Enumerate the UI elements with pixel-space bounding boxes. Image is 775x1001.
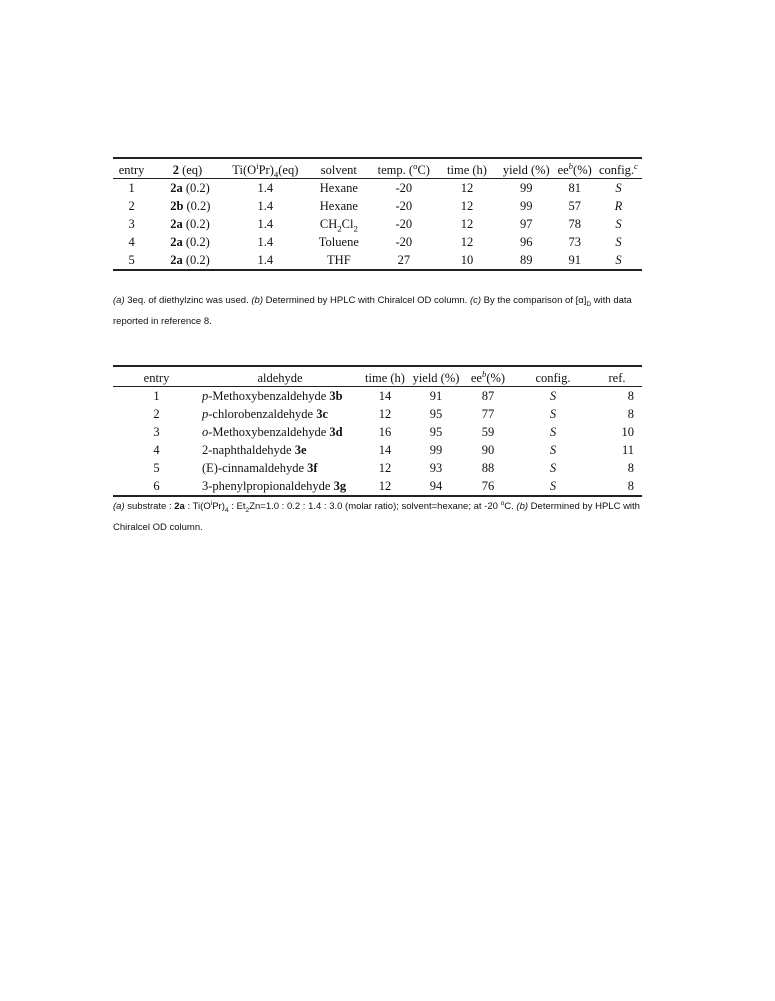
cell-yield: 95: [429, 406, 443, 421]
header-ti: $Ti(O^iPr)_4(eq)$: [225, 158, 306, 179]
cell-ti: 1.4: [257, 180, 274, 195]
cell-ref: 8: [627, 406, 634, 421]
cell-yield: 93: [429, 460, 443, 475]
cell-entry: 3: [128, 216, 135, 231]
cell-ee: 91: [554, 251, 594, 270]
header-aldehyde: aldehyde: [200, 366, 360, 387]
header-entry: entry: [113, 158, 150, 179]
cell-ligand: 2a (0.2): [150, 251, 225, 270]
table-row: [113, 215, 642, 233]
cell-time: 12: [460, 198, 474, 213]
cell-config: S: [549, 388, 557, 403]
table-2-footnote: [113, 496, 713, 538]
table-1-footnote-line-2: reported in reference 8.: [113, 316, 212, 327]
cell-yield: 89: [498, 251, 554, 270]
cell-aldehyde: o-Methoxybenzaldehyde 3d: [202, 424, 343, 439]
cell-ee: 73: [568, 234, 581, 249]
header-ee: $ee^b(\%)$: [462, 366, 514, 387]
cell-ligand: 2a (0.2): [170, 180, 210, 195]
table-row: [113, 423, 642, 441]
cell-time: 12: [378, 406, 392, 421]
cell-ti: 1.4: [257, 198, 274, 213]
cell-temp: -20: [395, 180, 413, 195]
header-config: config.$^c$: [595, 158, 642, 179]
cell-aldehyde: 3-phenylpropionaldehyde 3g: [200, 477, 360, 496]
cell-config: S: [615, 180, 622, 195]
cell-ref: 8: [592, 477, 642, 496]
cell-ti: 1.4: [225, 251, 306, 270]
cell-config: S: [549, 406, 557, 421]
cell-time: 12: [460, 216, 474, 231]
table-row: [113, 477, 642, 496]
cell-yield: 95: [429, 424, 443, 439]
cell-aldehyde: p-chlorobenzaldehyde 3c: [202, 406, 328, 421]
cell-ti: 1.4: [257, 216, 274, 231]
cell-yield: 96: [520, 234, 533, 249]
cell-aldehyde: p-Methoxybenzaldehyde 3b: [202, 388, 343, 403]
cell-solvent: $CH_2Cl_2$: [319, 216, 358, 233]
table-2: [113, 365, 642, 497]
cell-yield: 91: [429, 388, 443, 403]
cell-config: S: [615, 234, 622, 249]
cell-solvent: THF: [306, 251, 372, 270]
cell-yield: 94: [410, 477, 462, 496]
cell-yield: 97: [520, 216, 533, 231]
cell-ee: 90: [481, 442, 495, 457]
table-row: [113, 197, 642, 215]
cell-solvent: Toluene: [318, 234, 359, 249]
cell-entry: 5: [113, 251, 150, 270]
cell-entry: 6: [113, 477, 200, 496]
header-time: time (h): [436, 158, 498, 179]
header-time: time (h): [360, 366, 410, 387]
header-yield: yield (%): [498, 158, 554, 179]
cell-time: 10: [436, 251, 498, 270]
cell-config: S: [595, 251, 642, 270]
cell-time: 14: [378, 442, 392, 457]
cell-time: 16: [378, 424, 392, 439]
cell-ee: 87: [481, 388, 495, 403]
header-temp: temp. ($^o$C): [372, 158, 436, 179]
header-ligand-eq: 2 (eq): [150, 158, 225, 179]
table-row: [113, 405, 642, 423]
cell-ee: 57: [568, 198, 581, 213]
cell-yield: 99: [520, 180, 533, 195]
cell-temp: -20: [395, 234, 413, 249]
cell-ref: 10: [621, 424, 634, 439]
cell-temp: 27: [372, 251, 436, 270]
cell-time: 12: [360, 477, 410, 496]
cell-temp: -20: [395, 198, 413, 213]
cell-entry: 1: [128, 180, 135, 195]
cell-entry: 1: [153, 388, 160, 403]
table-row: [113, 459, 642, 477]
cell-temp: -20: [395, 216, 413, 231]
table-row: [113, 441, 642, 459]
cell-ligand: 2a (0.2): [170, 234, 210, 249]
cell-time: 12: [460, 234, 474, 249]
cell-yield: 99: [429, 442, 443, 457]
cell-entry: 4: [128, 234, 135, 249]
cell-ee: 77: [481, 406, 495, 421]
table-1-footnote: [113, 290, 673, 332]
cell-ti: 1.4: [257, 234, 274, 249]
cell-entry: 2: [128, 198, 135, 213]
cell-ref: 11: [621, 442, 634, 457]
cell-ref: 8: [627, 460, 634, 475]
cell-ee: 88: [481, 460, 495, 475]
table-1: [113, 157, 642, 271]
cell-entry: 5: [153, 460, 160, 475]
header-config: config.: [514, 366, 592, 387]
cell-ee: 78: [568, 216, 581, 231]
table-row: [113, 387, 642, 406]
cell-ee: 59: [481, 424, 495, 439]
cell-ref: 8: [627, 388, 634, 403]
cell-config: S: [615, 216, 622, 231]
table-2-footnote-line-1: (a) substrate : 2a : $Ti(O^iPr)_4$ : $Et_2Zn=1.0$ : 0.2 : 1.4 : 3.0 (molar ratio); solvent=hexane; at -20 $^o$C. (b) Determined by HPLC with: [113, 499, 640, 514]
cell-config: S: [549, 442, 557, 457]
table-2-footnote-line-2: Chiralcel OD column.: [113, 522, 203, 533]
header-ref: ref.: [592, 366, 642, 387]
cell-solvent: Hexane: [319, 198, 358, 213]
cell-aldehyde: 2-naphthaldehyde 3e: [202, 442, 307, 457]
cell-ligand: 2b (0.2): [170, 198, 211, 213]
table-row: [113, 251, 642, 270]
header-entry: entry: [113, 366, 200, 387]
cell-ee: 76: [462, 477, 514, 496]
cell-aldehyde: (E)-cinnamaldehyde 3f: [202, 460, 318, 475]
table-2-header: [113, 366, 642, 387]
cell-ee: 81: [568, 180, 581, 195]
table-1-header: [113, 158, 642, 179]
cell-entry: 4: [153, 442, 160, 457]
cell-config: S: [549, 460, 557, 475]
header-yield: yield (%): [410, 366, 462, 387]
table-row: [113, 233, 642, 251]
cell-ligand: 2a (0.2): [170, 216, 210, 231]
cell-time: 14: [378, 388, 392, 403]
table-1-footnote-line-1: (a) 3eq. of diethylzinc was used. (b) Determined by HPLC with Chiralcel OD column. (c) By the comparison of $[\alpha]_D$ with data: [113, 295, 632, 308]
table-row: [113, 179, 642, 198]
cell-time: 12: [460, 180, 474, 195]
cell-time: 12: [378, 460, 392, 475]
cell-entry: 3: [153, 424, 160, 439]
cell-config: S: [549, 424, 557, 439]
cell-yield: 99: [520, 198, 533, 213]
cell-entry: 2: [153, 406, 160, 421]
header-solvent: solvent: [306, 158, 372, 179]
cell-config: S: [514, 477, 592, 496]
header-ee: $ee^b(\%)$: [554, 158, 594, 179]
cell-solvent: Hexane: [319, 180, 358, 195]
cell-config: R: [614, 198, 623, 213]
